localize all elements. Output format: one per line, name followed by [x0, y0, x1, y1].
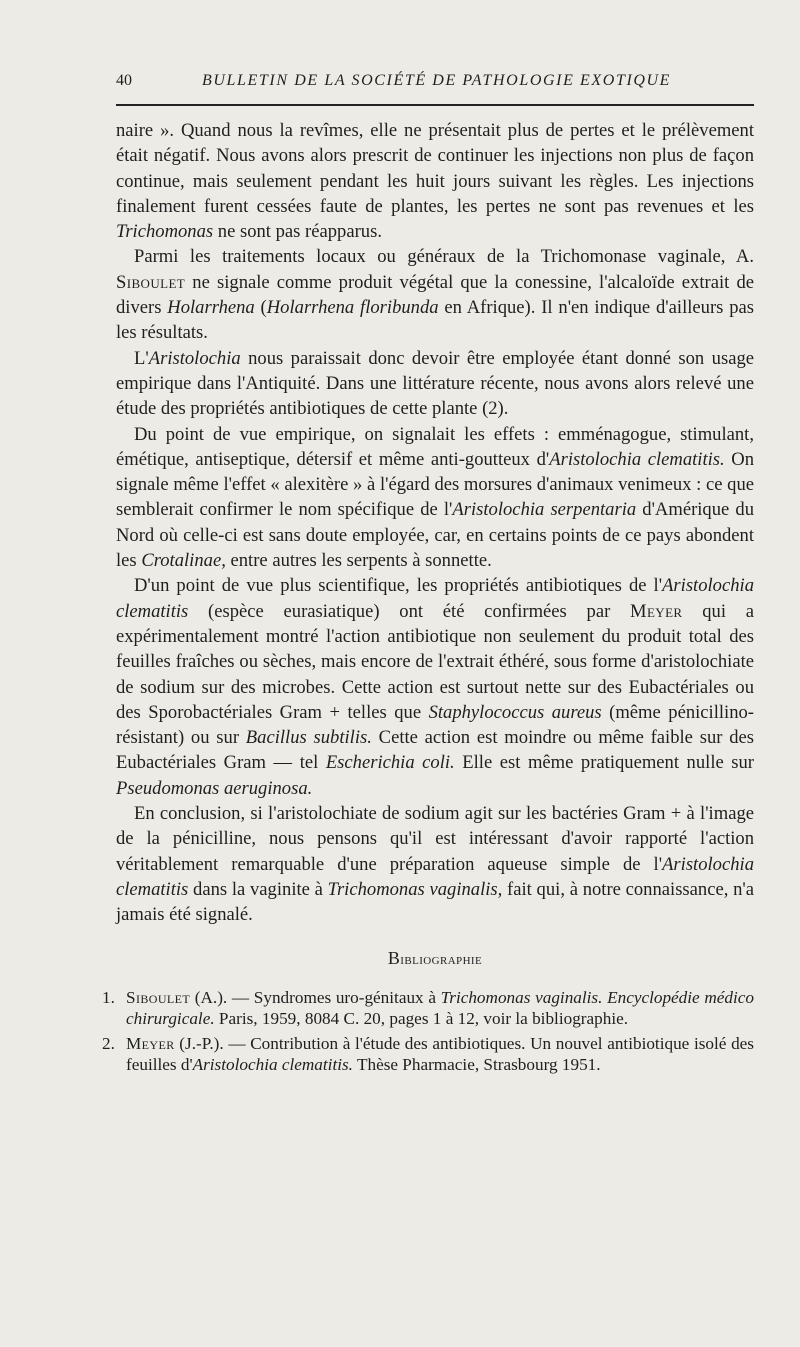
italic-term: Aristolochia clematitis — [116, 853, 754, 900]
text-run: fait qui, à notre connaissance, n'a jamais été signalé. — [116, 878, 755, 926]
bibliography-entry-text — [126, 1033, 754, 1076]
bibliography-heading — [116, 948, 754, 969]
bibliography-heading-text: Bibliographie — [387, 947, 483, 968]
text-run: Cette action est moindre ou même faible sur des Eubactériales Gram — tel — [116, 727, 754, 774]
italic-term: Aristolochia serpentaria — [452, 499, 637, 521]
text-run: (espèce eurasiatique) ont été confirmées par — [188, 600, 631, 622]
text-run: (même pénicillino-résistant) ou sur — [116, 701, 754, 749]
italic-term: Pseudomonas aeruginosa. — [116, 777, 313, 799]
text-run: On signale même l'effet « alexitère » à l'égard des morsures d'animaux venimeux : ce que semblerait confirmer le nom spécifique de l' — [116, 448, 755, 521]
italic-term: Staphylococcus aureus — [428, 701, 602, 723]
paragraph — [116, 422, 754, 574]
text-run: L' — [134, 347, 149, 369]
italic-term: Trichomonas vaginalis. Encyclopédie médico chirurgicale. — [126, 987, 754, 1028]
text-run: (A.). — Syndromes uro-génitaux à — [190, 987, 441, 1007]
text-run: dans la vaginite à — [188, 878, 328, 900]
bibliography-entry-text — [126, 987, 754, 1030]
bibliography-entry-number: 1. — [102, 987, 115, 1007]
author-name: Siboulet — [126, 987, 191, 1007]
text-run: ne sont pas réapparus. — [213, 221, 382, 243]
text-run: en Afrique). Il n'en indique d'ailleurs pas les résultats. — [116, 297, 754, 344]
bibliography-entry-number: 2. — [102, 1033, 115, 1053]
text-run: qui a expérimentalement montré l'action antibiotique non seulement du produit total des feuilles fraîches ou sèches, mais encore de l'extrait éthéré, sous forme d'aristolochiate de sodium sur des microbes. Cette action est surtout nette sur des Eubactériales ou des Sporobactériales Gram + telles que — [116, 600, 754, 723]
text-run: entre autres les serpents à sonnette. — [225, 550, 492, 572]
italic-term: Bacillus subtilis. — [245, 727, 372, 749]
italic-term: Trichomonas vaginalis, — [327, 878, 503, 900]
paragraph — [116, 118, 754, 244]
running-head — [116, 72, 754, 106]
text-run: ne signale comme produit végétal que la conessine, l'alcaloïde extrait de divers — [116, 271, 754, 319]
italic-term: Aristolochia clematitis. — [549, 448, 725, 470]
italic-term: Aristolochia — [148, 347, 241, 369]
text-run: D'un point de vue plus scientifique, les propriétés antibiotiques de l' — [134, 575, 663, 597]
italic-term: Aristolochia clematitis — [116, 575, 754, 622]
italic-term: Crotalinae, — [141, 550, 226, 572]
text-run: Paris, 1959, 8084 C. 20, pages 1 à 12, voir la bibliographie. — [214, 1009, 629, 1028]
text-run: (J.-P.). — Contribution à l'étude des antibiotiques. Un nouvel antibiotique isolé des feuilles d' — [126, 1033, 754, 1074]
italic-term: Holarrhena — [167, 297, 255, 319]
page-number: 40 — [116, 72, 132, 89]
text-run: d'Amérique du Nord où celle-ci est sans doute employée, car, en certains points de ce pays abondent les — [116, 499, 754, 572]
paragraph — [116, 244, 754, 345]
text-run: Elle est même pratiquement nulle sur — [454, 752, 755, 774]
article-body — [116, 118, 754, 928]
italic-term: Trichomonas — [116, 221, 214, 243]
journal-title: BULLETIN DE LA SOCIÉTÉ DE PATHOLOGIE EXOTIQUE — [202, 72, 672, 89]
paragraph — [116, 573, 754, 801]
paragraph — [116, 346, 754, 422]
text-run: ( — [254, 297, 267, 319]
author-name: Siboulet — [116, 271, 186, 293]
bibliography-list — [102, 987, 754, 1076]
text-run: nous paraissait donc devoir être employée étant donné son usage empirique dans l'Antiquité. Dans une littérature récente, nous avons alors relevé une étude des propriétés antibiotiques de cette plante (2). — [116, 347, 754, 420]
text-run: Thèse Pharmacie, Strasbourg 1951. — [352, 1055, 601, 1074]
italic-term: Holarrhena floribunda — [266, 297, 439, 319]
text-run: naire ». Quand nous la revîmes, elle ne présentait plus de pertes et le prélèvement était négatif. Nous avons alors prescrit de continuer les injections non plus de façon continue, mais seulement pendant les huit jours suivant les règles. Les injections finalement furent cessées faute de plantes, les pertes ne sont pas revenues et les — [116, 120, 754, 217]
text-run: En conclusion, si l'aristolochiate de sodium agit sur les bactéries Gram + à l'image de la pénicilline, nous pensons qu'il est intéressant d'avoir rapporté l'action véritablement remarquable d'une préparation aqueuse simple de l' — [116, 803, 754, 875]
author-name: Meyer — [630, 600, 683, 622]
bibliography-entry — [102, 1033, 754, 1076]
italic-term: Escherichia coli. — [325, 752, 455, 774]
author-name: Meyer — [126, 1033, 175, 1053]
bibliography-entry — [102, 987, 754, 1030]
paragraph — [116, 801, 754, 927]
italic-term: Aristolochia clematitis. — [192, 1055, 353, 1074]
text-run: Parmi les traitements locaux ou généraux de la Trichomonase vaginale, A. — [134, 246, 754, 268]
text-run: Du point de vue empirique, on signalait les effets : emménagogue, stimulant, émétique, antiseptique, détersif et même anti-goutteux d' — [116, 423, 754, 470]
